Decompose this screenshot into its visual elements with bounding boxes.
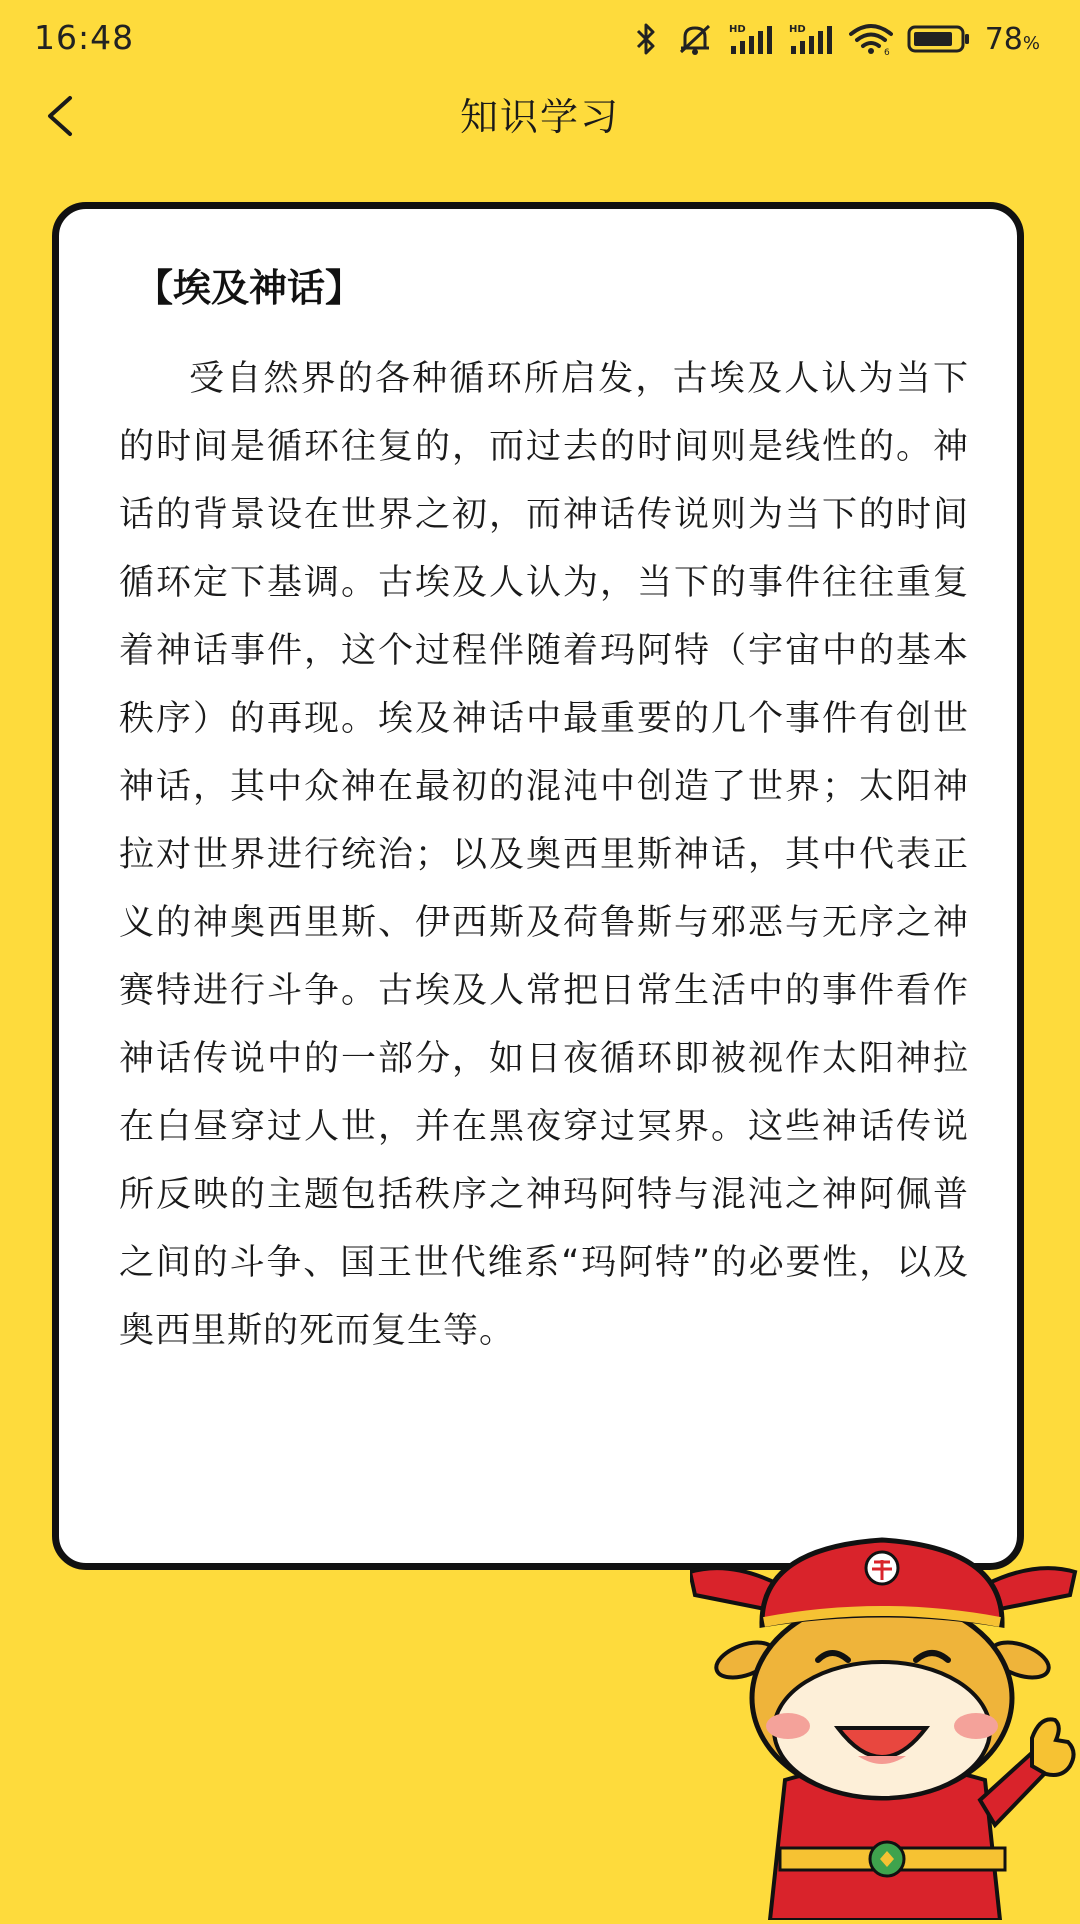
battery-unit: %	[1022, 32, 1040, 54]
wifi-icon	[849, 22, 893, 56]
svg-text:HD: HD	[788, 24, 806, 35]
hd-signal-icon	[789, 22, 835, 56]
mascot-illustration	[690, 1530, 1080, 1920]
article-heading: 【埃及神话】	[135, 266, 364, 310]
svg-text:6: 6	[883, 48, 890, 56]
battery-value: 78	[984, 21, 1023, 57]
status-icons	[631, 18, 1040, 60]
battery-percentage	[985, 22, 1040, 57]
page-title: 知识学习	[459, 95, 620, 139]
status-time: 16:48	[34, 18, 135, 57]
nav-bar	[0, 76, 1080, 160]
battery-icon	[907, 22, 971, 56]
svg-text:HD: HD	[728, 24, 746, 35]
status-bar	[0, 0, 1080, 76]
article-body: 受自然界的各种循环所启发，古埃及人认为当下的时间是循环往复的，而过去的时间则是线性的。神话的背景设在世界之初，而神话传说则为当下的时间循环定下基调。古埃及人认为，当下的事件往往重复着神话事件，这个过程伴随着玛阿特（宇宙中的基本秩序）的再现。埃及神话中最重要的几个事件有创世神话，其中众神在最初的混沌中创造了世界；太阳神拉对世界进行统治；以及奥西里斯神话，其中代表正义的神奥西里斯、伊西斯及荷鲁斯与邪恶与无序之神赛特进行斗争。古埃及人常把日常生活中的事件看作神话传说中的一部分，如日夜循环即被视作太阳神拉在白昼穿过人世，并在黑夜穿过冥界。这些神话传说所反映的主题包括秩序之神玛阿特与混沌之神阿佩普之间的斗争、国王世代维系“玛阿特”的必要性，以及奥西里斯的死而复生等。	[119, 359, 969, 1351]
article-card	[52, 202, 1024, 1570]
bluetooth-icon	[631, 22, 661, 56]
hd-signal-icon	[729, 22, 775, 56]
mute-icon	[675, 22, 715, 56]
